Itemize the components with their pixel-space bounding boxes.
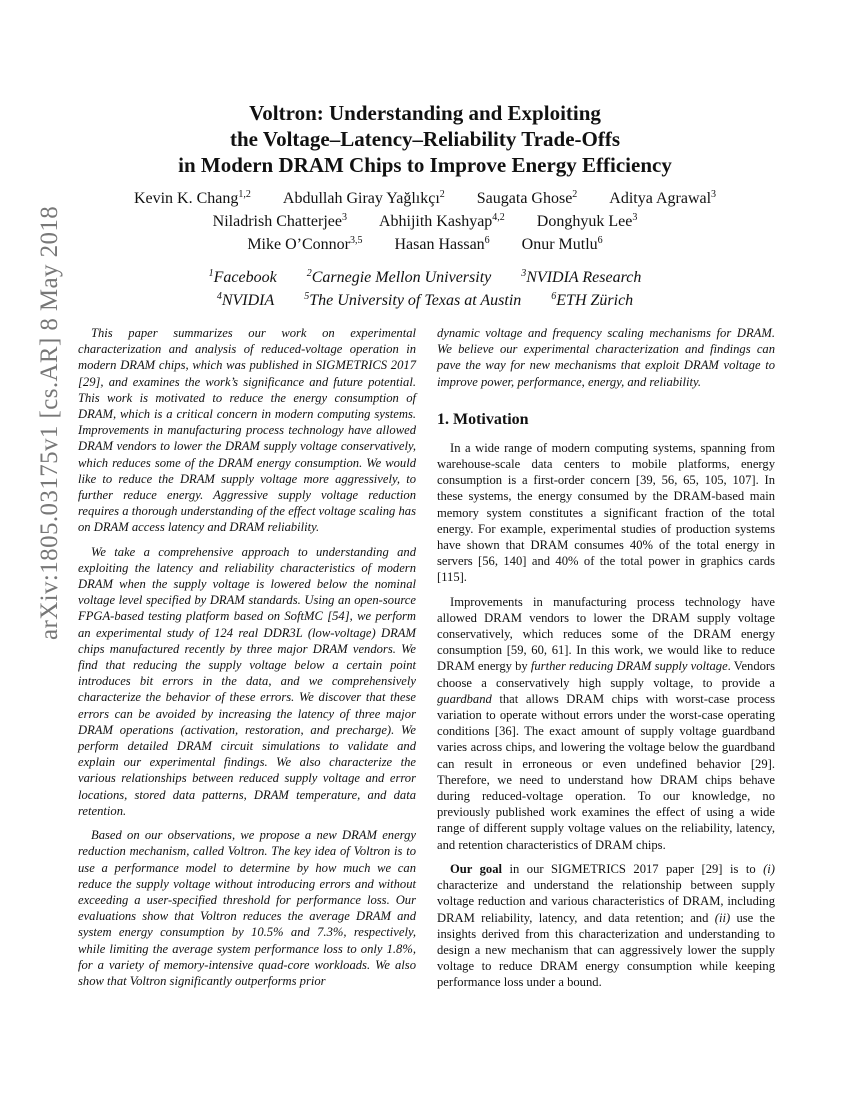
left-column — [78, 325, 416, 997]
abstract-paragraph-2: We take a comprehensive approach to understanding and exploiting the latency and reliability characteristics of modern DRAM when the supply voltage is lowered below the nominal voltage level specified by DRAM standards. Using an open-source FPGA-based testing platform based on SoftMC [54], we perform an experimental study of 124 real DDR3L (low-voltage) DRAM chips manufactured recently by three major DRAM vendors. We find that reducing the supply voltage below a certain point introduces bit errors in the data, and we comprehensively characterize the behavior of these errors. We discover that these errors can be avoided by increasing the latency of three major DRAM operations (activation, restoration, and precharge). We perform detailed DRAM circuit simulations to validate and explain our experimental findings. We also characterize the various relationships between reduced supply voltage and error locations, stored data patterns, DRAM temperature, and data retention. — [78, 544, 416, 818]
emphasis-text: guardband — [437, 691, 492, 706]
abstract-paragraph-3: Based on our observations, we propose a new DRAM energy reduction mechanism, called Voltron. The key idea of Voltron is to use a performance model to determine by how much we can reduce the supply voltage without introducing errors and without exceeding a user-specified threshold for performance loss. Our evaluations show that Voltron reduces the average DRAM and system energy consumption by 10.5% and 7.3%, respectively, while limiting the average system performance loss to only 1.8%, for a variety of memory-intensive quad-core workloads. We also show that Voltron significantly outperforms prior — [78, 828, 416, 988]
paper-title — [0, 100, 850, 178]
author-name: Abhijith Kashyap — [378, 213, 493, 230]
affiliation-number: 1 — [208, 268, 214, 279]
title-line-1: Voltron: Understanding and Exploiting — [249, 101, 601, 125]
affiliation — [551, 285, 633, 312]
author-affiliation-mark: 4,2 — [492, 212, 505, 223]
arxiv-identifier: arXiv:1805.03175v1 [cs.AR] 8 May 2018 — [36, 205, 63, 640]
author-name: Abdullah Giray Yağlıkçı — [282, 190, 440, 207]
affiliation-name: NVIDIA — [221, 292, 275, 309]
title-line-2: the Voltage–Latency–Reliability Trade-Offs — [229, 127, 621, 151]
author — [522, 229, 603, 256]
motivation-paragraph-1: In a wide range of modern computing systems, spanning from warehouse-scale data centers to mobile platforms, energy consumption is a first-order concern [39, 56, 65, 105, 107]. In these systems, the energy consumed by the DRAM-based main memory system constitutes a significant fraction of the total energy. For example, experimental studies of production systems have shown that DRAM consumes 40% of the total energy in servers [56, 140] and 40% of the total power in graphics cards [115]. — [437, 440, 775, 585]
author-affiliation-mark: 3 — [711, 189, 717, 200]
emphasis-text: further reducing DRAM supply voltage — [530, 659, 728, 674]
author — [247, 229, 362, 256]
emphasis-text: (ii) — [714, 910, 731, 925]
affiliation — [304, 285, 521, 312]
author-list — [0, 183, 850, 252]
author-name: Aditya Agrawal — [609, 190, 712, 207]
affiliation-name: ETH Zürich — [556, 292, 634, 309]
affiliation-list — [0, 262, 850, 308]
title-line-3: in Modern DRAM Chips to Improve Energy Efficiency — [178, 153, 672, 177]
affiliation-number: 2 — [306, 268, 312, 279]
affiliation-number: 4 — [216, 291, 222, 302]
author-name: Hasan Hassan — [394, 236, 485, 253]
affiliation-row-1 — [0, 262, 850, 285]
author-affiliation-mark: 2 — [572, 189, 578, 200]
author-name: Kevin K. Chang — [133, 190, 239, 207]
author-row-3 — [0, 229, 850, 252]
affiliation-row-2 — [0, 285, 850, 308]
author-row-1 — [0, 183, 850, 206]
author-affiliation-mark: 3,5 — [349, 235, 363, 246]
affiliation-name: The University of Texas at Austin — [309, 292, 522, 309]
affiliation-number: 5 — [304, 291, 310, 302]
author-affiliation-mark: 1,2 — [238, 189, 251, 200]
author-name: Onur Mutlu — [521, 236, 598, 253]
affiliation-number: 3 — [521, 268, 527, 279]
affiliation-name: Facebook — [213, 269, 277, 286]
author-affiliation-mark: 6 — [484, 235, 490, 246]
author-affiliation-mark: 3 — [341, 212, 347, 223]
author-name: Saugata Ghose — [476, 190, 573, 207]
abstract-paragraph-3-continued: dynamic voltage and frequency scaling mechanisms for DRAM. We believe our experimental characterization and findings can pave the way for new mechanisms that exploit DRAM voltage to improve power, performance, energy, and reliability. — [437, 326, 775, 389]
section-heading-motivation: 1. Motivation — [437, 410, 529, 428]
author-name: Niladrish Chatterjee — [212, 213, 342, 230]
author-affiliation-mark: 6 — [597, 235, 603, 246]
author-row-2 — [0, 206, 850, 229]
author-affiliation-mark: 2 — [439, 189, 445, 200]
affiliation-number: 6 — [551, 291, 557, 302]
author-affiliation-mark: 3 — [632, 212, 638, 223]
motivation-paragraph-3: Our goal in our SIGMETRICS 2017 paper [29] is to (i) characterize and understand the relationship between supply voltage reduction and various characteristics of DRAM, including DRAM reliability, latency, and data retention; and (ii) use the insights derived from this characterization and understanding to design a new mechanism that can aggressively lower the supply voltage to reduce DRAM energy consumption while keeping performance loss under a bound. — [437, 861, 775, 990]
author-name: Mike O’Connor — [247, 236, 350, 253]
right-column — [437, 325, 775, 999]
affiliation — [217, 285, 274, 312]
abstract-paragraph-1: This paper summarizes our work on experimental characterization and analysis of reduced-voltage operation in modern DRAM chips, which was published in SIGMETRICS 2017 [29], and examines the work’s significance and future potential. This work is motivated to reduce the energy consumption of DRAM, which is a critical concern in modern computing systems. Improvements in manufacturing process technology have allowed DRAM vendors to lower the DRAM supply voltage conservatively, which reduces some of the DRAM energy consumption. We would like to reduce the DRAM supply voltage more aggressively, to further reduce energy. Aggressive supply voltage reduction requires a thorough understanding of the effect voltage scaling has on DRAM access latency and DRAM reliability. — [78, 326, 416, 535]
bold-lead-text: Our goal — [450, 861, 503, 876]
emphasis-text: (i) — [763, 861, 775, 876]
author — [394, 229, 489, 256]
author-name: Donghyuk Lee — [536, 213, 633, 230]
affiliation-name: NVIDIA Research — [526, 269, 642, 286]
motivation-paragraph-2: Improvements in manufacturing process technology have allowed DRAM vendors to lower the DRAM supply voltage conservatively, which reduces some of the DRAM energy consumption [59, 60, 61]. In this work, we would like to reduce DRAM energy by further reducing DRAM supply voltage. Vendors choose a conservatively high supply voltage, to provide a guardband that allows DRAM chips with worst-case process variation to operate without errors under the worst-case operating conditions [36]. The exact amount of supply voltage guardband varies across chips, and lowering the voltage below the guardband can result in erroneous or even undefined behavior [29]. Therefore, we need to understand how DRAM chips behave during reduced-voltage operation. To our knowledge, no previously published work examines the effect of using a wide range of different supply voltage values on the reliability, latency, and retention characteristics of DRAM chips. — [437, 594, 776, 852]
affiliation-name: Carnegie Mellon University — [311, 269, 492, 286]
